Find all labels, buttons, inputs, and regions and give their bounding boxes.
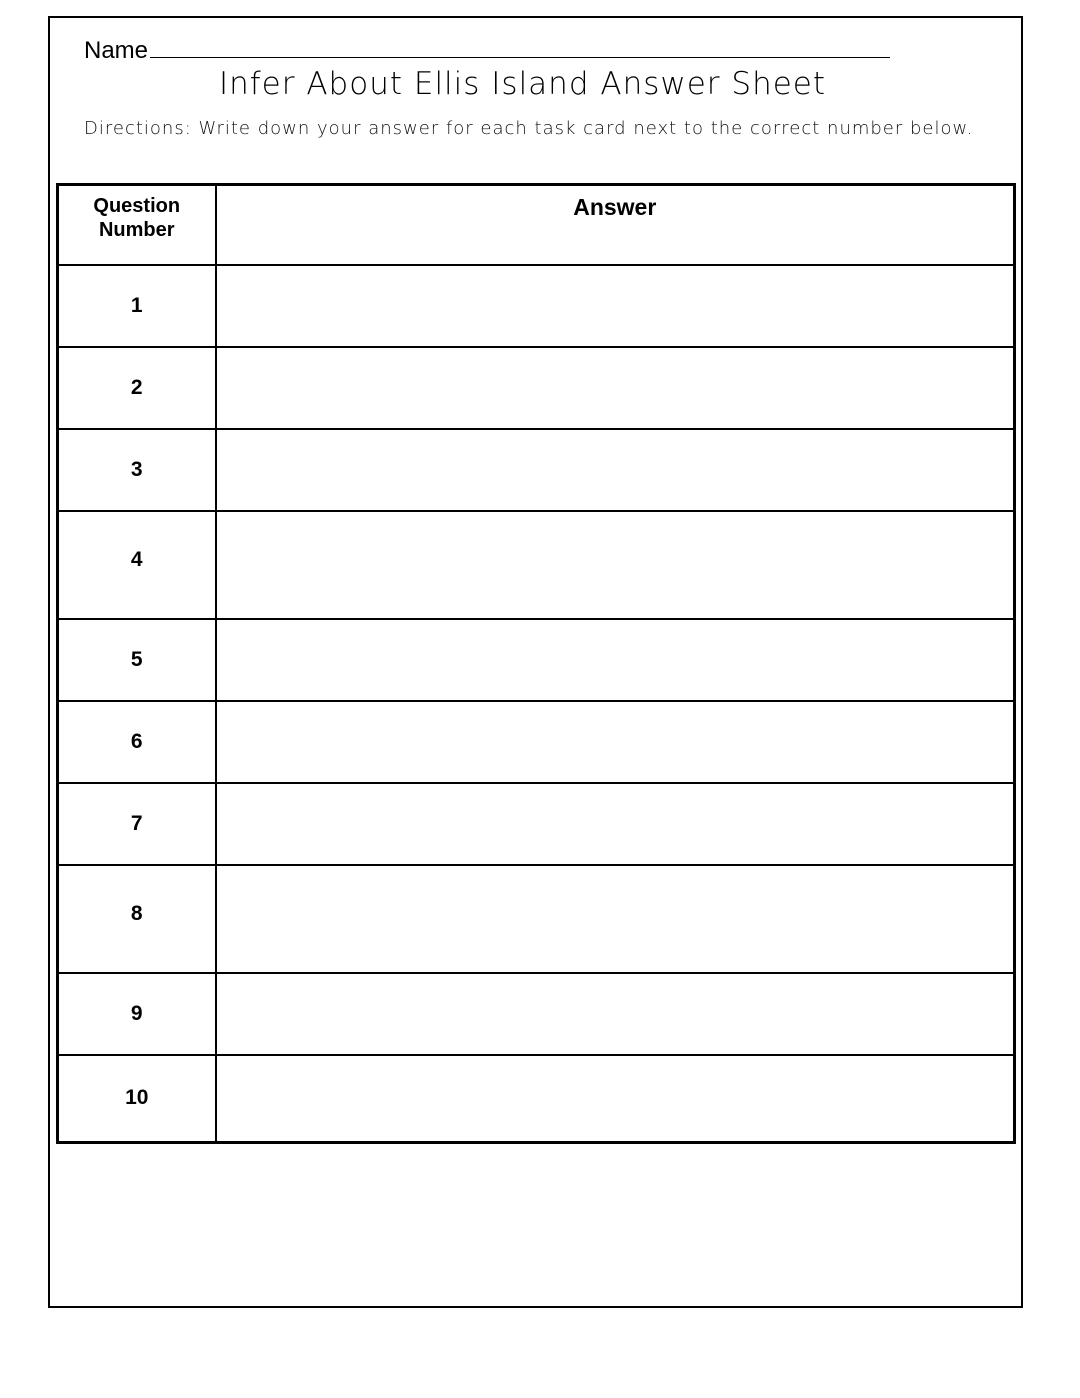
answer-cell[interactable] [216,347,1015,429]
question-number: 2 [58,347,216,429]
table-row [58,973,1015,1055]
answer-cell[interactable] [216,783,1015,865]
answer-cell[interactable] [216,701,1015,783]
question-number: 3 [58,429,216,511]
answer-cell[interactable] [216,265,1015,347]
table-row [58,619,1015,701]
question-number: 10 [58,1055,216,1143]
table-row [58,701,1015,783]
name-label: Name [84,37,149,64]
directions-text: Directions: Write down your answer for each task card next to the correct number below. [84,118,974,139]
table-row [58,865,1015,973]
question-number: 8 [58,865,216,973]
answer-cell[interactable] [216,619,1015,701]
table-row [58,265,1015,347]
table-row [58,347,1015,429]
table-row [58,429,1015,511]
answer-header: Answer [216,185,1015,265]
question-number: 5 [58,619,216,701]
question-number: 9 [58,973,216,1055]
name-field-row [84,36,890,66]
answer-cell[interactable] [216,429,1015,511]
question-number: 7 [58,783,216,865]
table-row [58,1055,1015,1143]
page-title: Infer About Ellis Island Answer Sheet [218,66,827,102]
answer-table [56,183,1016,1144]
question-number: 6 [58,701,216,783]
name-input-line[interactable] [150,37,890,58]
answer-cell[interactable] [216,511,1015,619]
answer-cell[interactable] [216,973,1015,1055]
table-row [58,783,1015,865]
answer-cell[interactable] [216,1055,1015,1143]
table-row [58,511,1015,619]
table-header-row [58,185,1015,265]
answer-cell[interactable] [216,865,1015,973]
question-number: 4 [58,511,216,619]
question-number-header: Question Number [58,185,216,265]
question-number: 1 [58,265,216,347]
